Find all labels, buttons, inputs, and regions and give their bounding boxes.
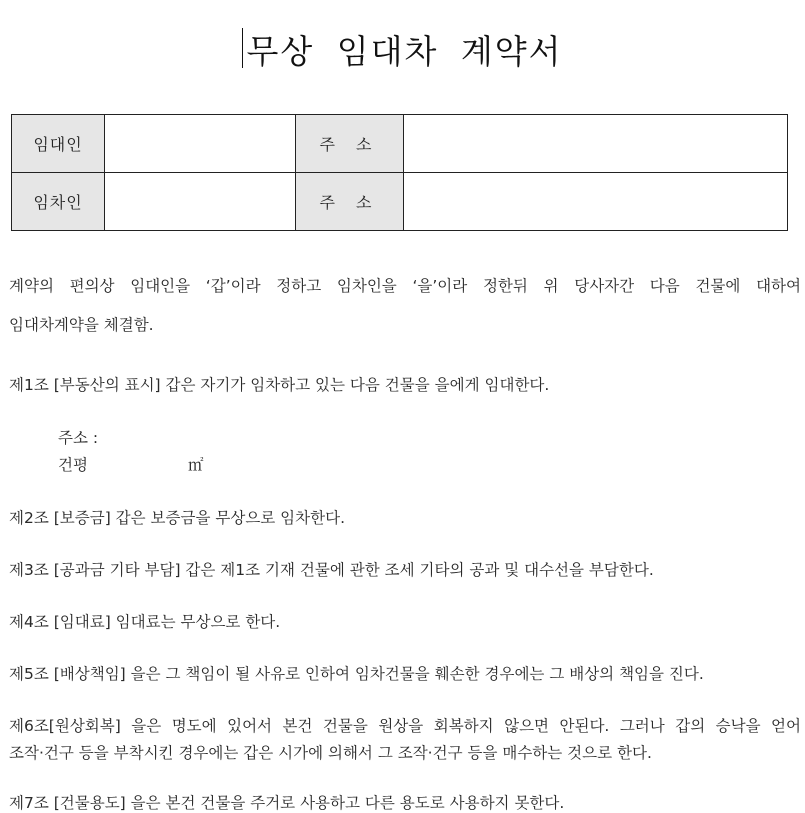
article-6-line-1: 제6조[원상회복] 을은 명도에 있어서 본건 건물을 원상을 회복하지 않으면 안된다. 그러나 갑의 승낙을 얻어 — [9, 717, 801, 735]
article-6-line-2: 조작·건구 등을 부착시킨 경우에는 갑은 시가에 의해서 그 조작·건구 등을 매수하는 것으로 한다. — [9, 744, 652, 762]
lessee-label: 임차인 — [12, 173, 105, 231]
article-7: 제7조 [건물용도] 을은 본건 건물을 주거로 사용하고 다른 용도로 사용하지 못한다. — [9, 794, 565, 812]
lessor-row — [12, 115, 788, 173]
intro-line-2: 임대차계약을 체결함. — [9, 316, 154, 334]
document-title — [242, 26, 562, 73]
article-1: 제1조 [부동산의 표시] 갑은 자기가 임차하고 있는 다음 건물을 을에게 임대한다. — [9, 376, 550, 394]
lessor-name-cell[interactable] — [105, 115, 296, 173]
article-3: 제3조 [공과금 기타 부담] 갑은 제1조 기재 건물에 관한 조세 기타의 공과 및 대수선을 부담한다. — [9, 561, 654, 579]
document-title-text: 무상 임대차 계약서 — [246, 32, 563, 71]
lessee-address-label: 주 소 — [296, 173, 404, 231]
text-cursor — [242, 28, 243, 68]
lessee-address-cell[interactable] — [404, 173, 788, 231]
title-area — [0, 26, 805, 73]
article-5: 제5조 [배상책임] 을은 그 책임이 될 사유로 인하여 임차건물을 훼손한 경우에는 그 배상의 책임을 진다. — [9, 665, 704, 683]
article-1-area-label: 건평 — [58, 456, 88, 474]
article-1-area-row — [58, 453, 218, 475]
article-1-address-label: 주소 : — [58, 429, 99, 447]
lessor-address-cell[interactable] — [404, 115, 788, 173]
lessee-name-cell[interactable] — [105, 173, 296, 231]
lessor-address-label: 주 소 — [296, 115, 404, 173]
lessor-label: 임대인 — [12, 115, 105, 173]
parties-table — [11, 114, 788, 231]
article-4: 제4조 [임대료] 임대료는 무상으로 한다. — [9, 613, 281, 631]
intro-line-1: 계약의 편의상 임대인을 ‘갑’이라 정하고 임차인을 ‘을’이라 정한뒤 위 당사자간 다음 건물에 대하여 — [9, 277, 801, 295]
lessee-row — [12, 173, 788, 231]
article-1-area-unit: ㎡ — [188, 456, 204, 474]
article-2: 제2조 [보증금] 갑은 보증금을 무상으로 임차한다. — [9, 509, 346, 527]
